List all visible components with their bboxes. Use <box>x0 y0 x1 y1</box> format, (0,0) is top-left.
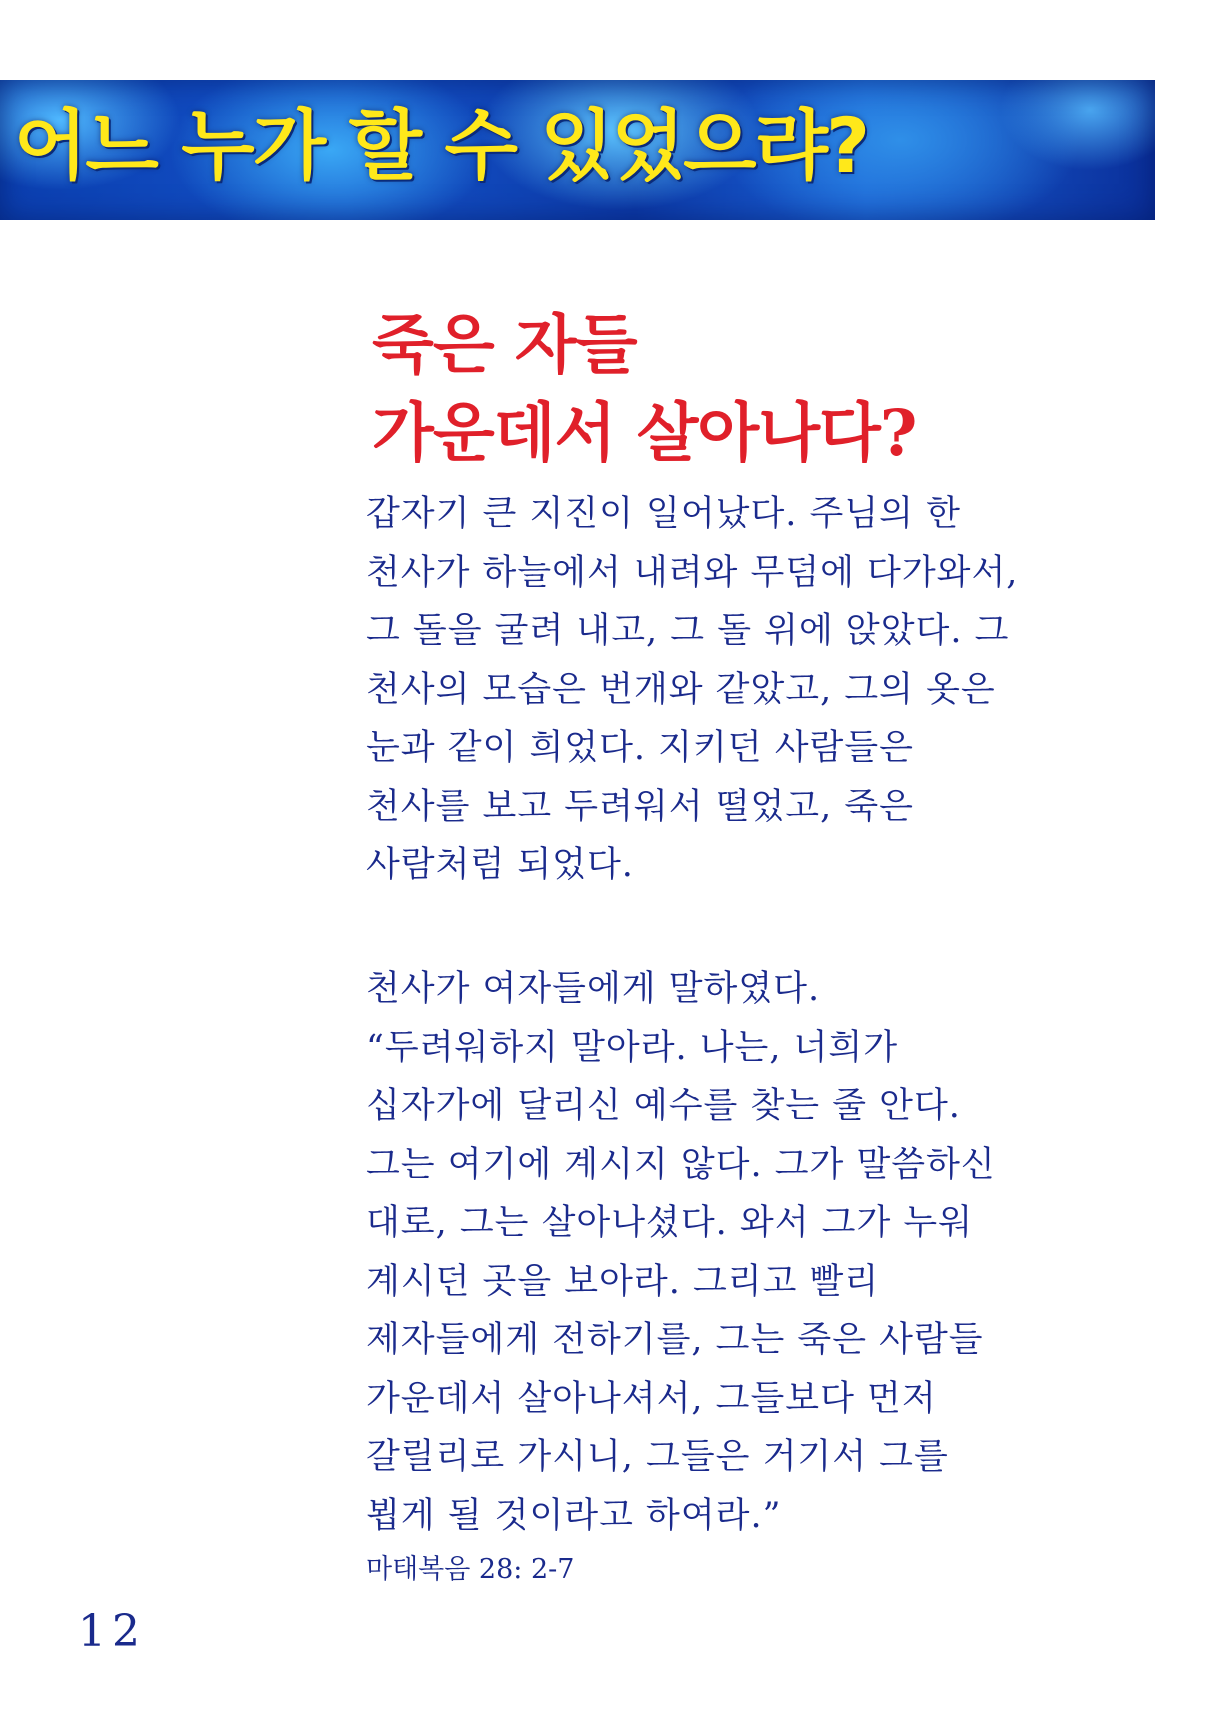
text-line: 갈릴리로 가시니, 그들은 거기서 그를 <box>366 1437 949 1477</box>
text-line: 갑자기 큰 지진이 일어났다. 주님의 한 <box>366 494 961 534</box>
text-line: 가운데서 살아나셔서, 그들보다 먼저 <box>366 1378 937 1419</box>
scripture-paragraph-2 <box>366 960 1146 1545</box>
text-line: 그는 여기에 계시지 않다. 그가 말씀하신 <box>366 1144 996 1185</box>
heading-line: 가운데서 살아나다? <box>372 396 917 471</box>
title-banner <box>0 80 1155 220</box>
text-line: 십자가에 달리신 예수를 찾는 줄 안다. <box>366 1086 961 1126</box>
text-line: 사람처럼 되었다. <box>366 845 634 885</box>
text-line: 천사를 보고 두려워서 떨었고, 죽은 <box>366 786 914 827</box>
scripture-paragraph-1 <box>366 485 1146 895</box>
section-heading <box>372 302 916 478</box>
text-line: 제자들에게 전하기를, 그는 죽은 사람들 <box>366 1320 984 1360</box>
text-line: 천사의 모습은 번개와 같았고, 그의 옷은 <box>366 669 996 710</box>
banner-title: 어느 누가 할 수 있었으랴? <box>14 101 869 190</box>
text-line: 눈과 같이 희었다. 지키던 사람들은 <box>366 728 914 768</box>
text-line: 계시던 곳을 보아라. 그리고 빨리 <box>366 1261 880 1302</box>
text-line: 대로, 그는 살아나셨다. 와서 그가 누워 <box>366 1203 974 1243</box>
text-line: 천사가 하늘에서 내려와 무덤에 다가와서, <box>366 552 1019 593</box>
scripture-citation: 마태복음 28: 2-7 <box>366 1554 575 1585</box>
text-line: 천사가 여자들에게 말하였다. <box>366 969 821 1009</box>
text-line: 그 돌을 굴려 내고, 그 돌 위에 앉았다. 그 <box>366 611 1010 651</box>
page-number: 12 <box>78 1606 146 1657</box>
text-line: 뵙게 될 것이라고 하여라.” <box>366 1495 782 1536</box>
heading-line: 죽은 자들 <box>372 308 637 383</box>
text-line: “두려워하지 말아라. 나는, 너희가 <box>366 1027 899 1068</box>
